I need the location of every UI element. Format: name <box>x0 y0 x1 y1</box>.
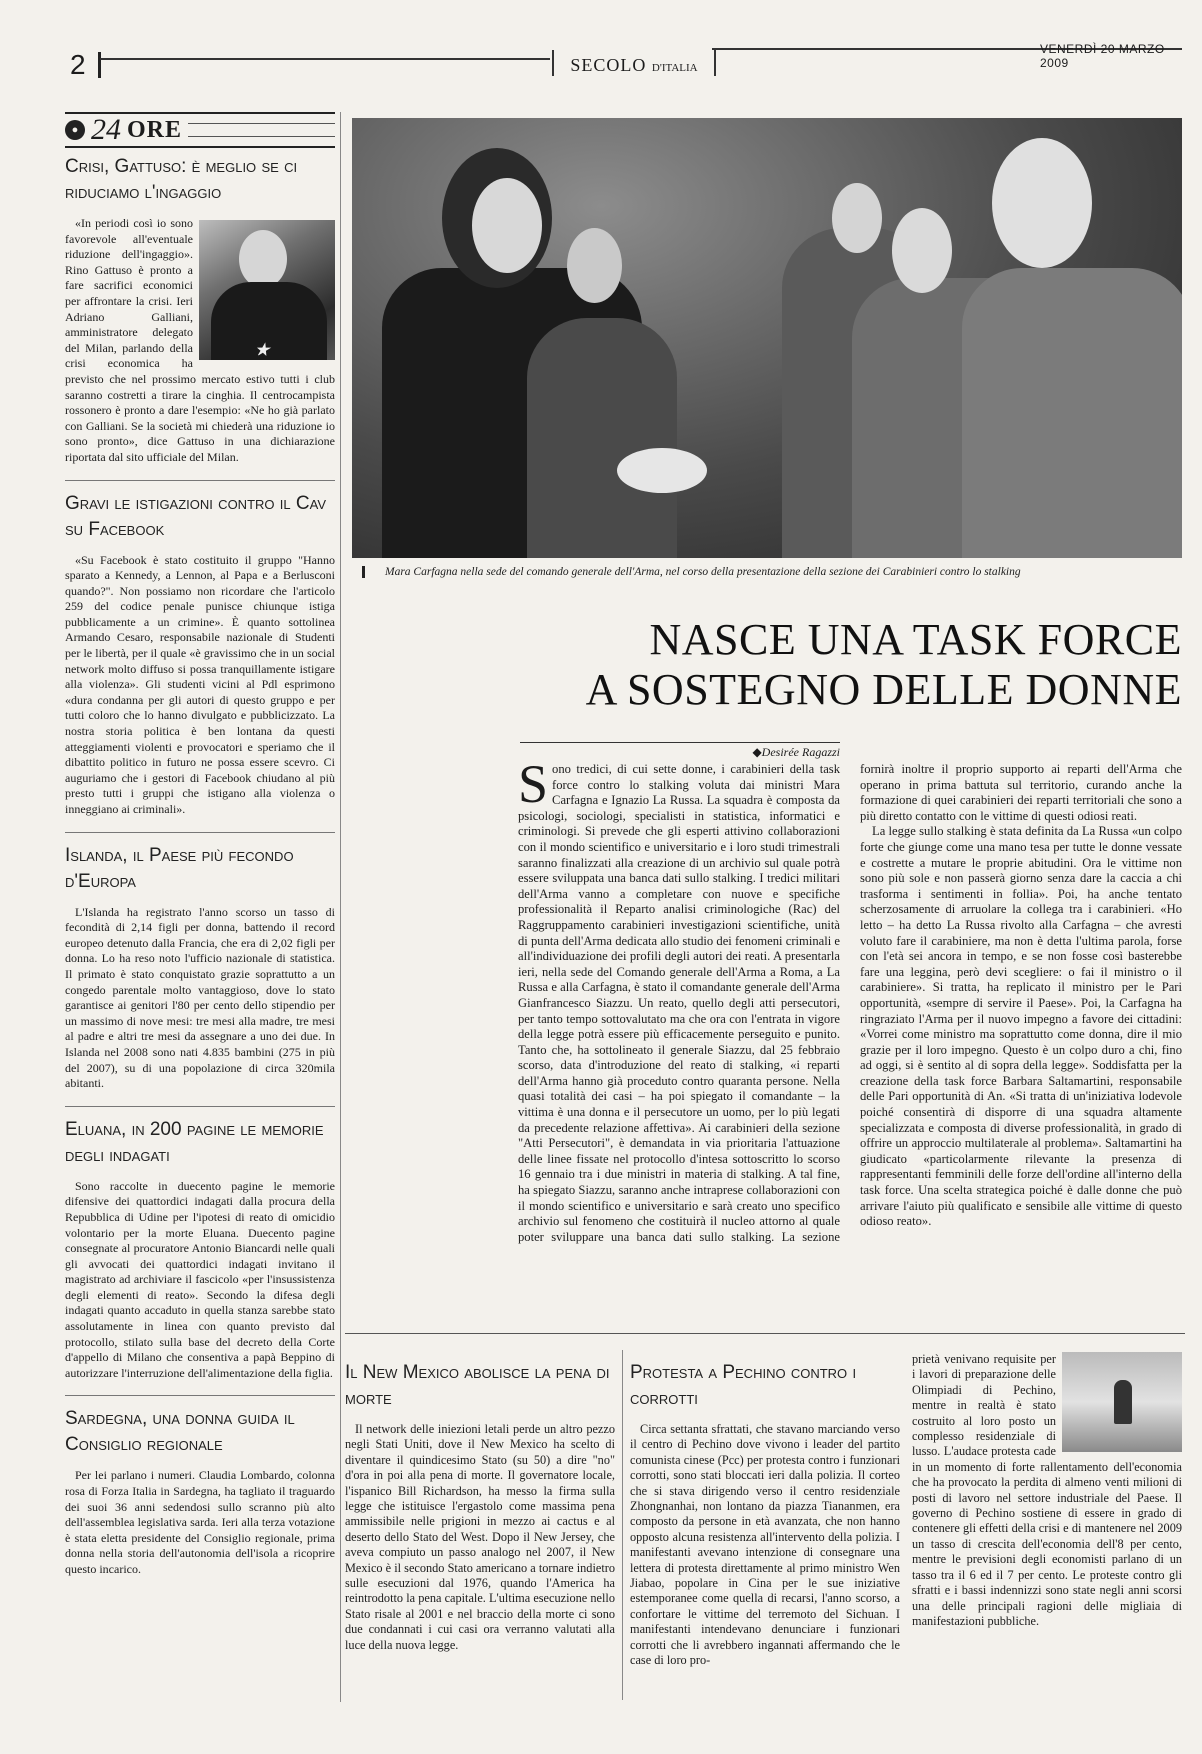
article-gattuso <box>65 216 335 466</box>
byline <box>520 742 840 760</box>
article-title-pechino: Protesta a Pechino contro i corrotti <box>630 1362 857 1409</box>
brand-text: ORE <box>127 116 183 143</box>
divider <box>65 1395 335 1396</box>
column-rule <box>622 1350 623 1700</box>
article-islanda <box>65 905 335 1092</box>
article-body: Sono raccolte in duecento pagine le memorie difensive dei quattordici indagati dalla procura della Repubblica di Udine per l'ipotesi di reato di omicidio volontario per la morte Eluana. Duecento pagine consegnate al procuratore Antonio Biancardi nelle quali gli avvocati dei quattordici indagati invitano il magistrato ad archiviare il fascicolo «per l'insussistenza degli elementi di reato». Secondo la difesa degli indagati quanto accaduto in quella stanza sarebbe stato assolutamente in linea con quanto previsto dal protocollo, stilato sulla base del decreto della Corte d'appello di Milano che consentiva a papà Beppino di autorizzare l'interruzione dell'alimentazione della figlia. <box>65 1178 335 1380</box>
newspaper-masthead <box>552 50 716 76</box>
article-title-sardegna: Sardegna, una donna guida il Consiglio regionale <box>65 1408 295 1456</box>
section-brand <box>65 112 335 148</box>
brand-rule <box>188 123 335 137</box>
author-name: ◆ Desirée Ragazzi <box>752 745 840 759</box>
divider <box>65 832 335 833</box>
main-photo <box>352 118 1182 558</box>
article-body: «In periodi così io sono favorevole all'eventuale riduzione dell'ingaggio». Rino Gattuso è pronto a fare sacrifici economici per affrontare la crisi. Ieri Adriano Galliani, amministratore delegato del Milan, parlando della crisi economica ha previsto che nel prossimo mercato estivo tutti i club saranno costretti a tirare la cinghia. Il centrocampista rossonero è pronto a dare l'esempio: «Ne ho già parlato con Galliani. Se la società mi chiederà una riduzione io sono pronto», dice Gattuso in una dichiarazione riportata dal sito ufficiale del Milan. <box>65 216 335 464</box>
divider <box>65 480 335 481</box>
main-paragraph: La legge sullo stalking è stata definita da La Russa «un colpo forte che giunge come una mano tesa per tutte le donne vessate e costrette a mutare le proprie abitudini. Ora le vittime non sono più sole e non passerà giorno senza dare la caccia a chi trasforma i sentimenti in follia». Poi, ha anche tentato scherzosamente di arruolare la collega tra i carabinieri. «Ho letto – ha detto La Russa rivolto alla Carfagna – che avresti voluto fare il carabiniere, ma non è detta l'ultima parola, forse con l'età sei ancora in tempo, e se non fosse così basterebbe fare una leggina, però devi scegliere: o fai il ministro o il carabiniere». Si tratta, ha replicato il ministro per le Pari opportunità, «sempre di servire il Paese». Poi, la Carfagna ha ringraziato l'Arma per il nuovo impegno a favore dei cittadini: «Vorrei come ministro ma soprattutto come donna, dire il mio grazie per il loro impegno. Questo è un colpo duro a chi, fino ad oggi, si è sentito al di sopra della legge». Soddisfatta per la creazione della task force Barbara Saltamartini, responsabile delle Pari opportunità di An. «Si tratta di un'iniziativa lodevole poiché consentirà di disporre di una squadra altamente specializzata e composta di diverse professionalità, in grado di offrire un approccio multilaterale al problema». Saltamartini ha giudicato «particolarmente rilevante la presenza di rappresentanti femminili delle forze dell'ordine all'interno della task force. Una scelta strategica poiché è dalle donne che può arrivare l'aiuto più qualificato e sensibile alle vittime di questo odioso reato». <box>860 824 1182 1229</box>
article-newmexico <box>345 1360 615 1667</box>
masthead-rule-left <box>100 58 550 60</box>
article-facebook <box>65 553 335 818</box>
column-rule <box>340 112 341 1702</box>
main-headline <box>515 615 1182 715</box>
article-body: Il network delle iniezioni letali perde un altro pezzo negli Stati Uniti, dove il New Mexico ha scelto di diventare il quindicesimo Stato (su 50) a dire "no" d'ora in poi alla pena di morte. Il governatore locale, l'ispanico Bill Richardson, ha messo la firma sulla legge che istituisce l'ergastolo come massima pena ammissibile nelle prigioni in mezzo ai cactus e al deserto dello Stato del West. Dopo il New Jersey, che aveva compiuto un passo analogo nel 2007, il New Mexico è il secondo Stato americano a tornare indietro sulle esecuzioni dal 1976, quando l'America ha reintrodotto la pena capitale. L'ultima esecuzione nello Stato risale al 2001 e nel braccio della morte ci sono due condannati i cui casi ora verranno valutati alla luce della nuova legge. <box>345 1422 615 1652</box>
article-body: L'Islanda ha registrato l'anno scorso un tasso di fecondità di 2,14 figli per donna, battendo il record europeo detenuto dalla Francia, che era di 2,02 figli per donna. Lo ha reso noto l'ufficio nazionale di statistica. Il primato è stato conquistato grazie soprattutto a un congedo parentale molto vantaggioso, dove lo stato garantisce ai genitori l'80 per cento dello stipendio per un massimo di nove mesi: tre mesi alla madre, tre mesi al padre e altri tre mesi da assegnare a uno dei due. In Islanda nel 2008 sono nati 4.835 bambini (275 in più del 2007), su di una popolazione di circa 320mila abitanti. <box>65 904 335 1091</box>
jersey-sponsor-mark: ★ <box>255 342 270 359</box>
article-title-gattuso: Crisi, Gattuso: è meglio se ci riduciamo l'ingaggio <box>65 156 298 203</box>
divider <box>65 1106 335 1107</box>
article-title-eluana: Eluana, in 200 pagine le memorie degli indagati <box>65 1118 324 1166</box>
main-paragraph: Sono tredici, di cui sette donne, i carabinieri della task force contro lo stalking voluta dai ministri Mara Carfagna e Ignazio La Russa. La squadra è composta da psicologi, sociologi, specialisti in statistica, informatici e criminologi. Si prevede che gli esperti attivino collaborazioni con il mondo scientifico e universitario e i loro studi trimestrali saranno finalizzati alla creazione di un archivio sul quale potrà essere sviluppata una banca dati sullo stalking. I tredici militari dell'Arma vanno a completare con nuove e specifiche professionalità il Reparto analisi criminologiche (Rac) del Raggruppamento carabinieri investigazioni scientifiche, unità di punta dell'Arma dedicata allo studio dei fenomeni criminali e all'individuazione dei profili degli autori dei reati. A presentarla ieri, nella sede del Comando generale dell'Arma a Roma, a La Russa e alla Carfagna, è stato il comandante generale dell'Arma Gianfrancesco Siazzu. Un reato, quello degli atti persecutori, per tanto tempo sottovalutato ma che ora con l'entrata in vigore della legge potrà essere più efficacemente perseguito e punito. Tanto che, ha sottolineato il generale Siazzu, dal 25 febbraio scorso, data d'introduzione del reato di stalking, «i reparti dell'Arma hanno già proceduto contro quaranta persone. Nella quasi totalità dei casi – ha poi spiegato il comandante – la vittima è una donna e il persecutore un uomo, per lo più legati da precedente relazione affettiva». Ai carabinieri della sezione "Atti Persecutori", è demandata in via prioritaria l'attuazione delle linee fissate nel protocollo d'intesa sottoscritto lo scorso 16 gennaio tra i due ministri in materia di stalking. A tal fine, ha spiegato Siazzu, saranno anche intraprese collaborazioni con il mondo scientifico e universitario e sarà creato uno specifico archivio sul fenomeno che costituirà il nucleo attorno al quale poter sviluppare una banca dati sullo stalking. La sezione fornirà inoltre il proprio supporto ai reparti dell'Arma che operano in prima battuta sul territorio, curando anche la formazione di quei carabinieri dei reparti territoriali che sono a più diretto contatto con le vittime di questi odiosi reati. <box>518 754 1182 1244</box>
section-rule <box>345 1333 1185 1334</box>
article-sardegna <box>65 1468 335 1577</box>
page-number: 2 <box>70 52 101 78</box>
article-title-islanda: Islanda, il Paese più fecondo d'Europa <box>65 844 294 892</box>
brand-number: 24 <box>91 113 121 146</box>
newspaper-name: SECOLO <box>570 55 647 75</box>
article-body: Circa settanta sfrattati, che stavano marciando verso il centro di Pechino dove vivono i leader del partito comunista cinese (Pcc) per protesta contro i funzionari corrotti, sono stati bloccati ieri dalla polizia. Il corteo che si stava dirigendo verso il centro residenziale Zhongnanhai, non lontano da piazza Tiananmen, era composto da persone in età avanzata, che non hanno opposto alcuna resistenza all'intervento della polizia. I manifestanti avevano intenzione di consegnare una lettera di protesta direttamente al primo ministro Wen Jiabao, popolare in Cina per le sue iniziative estemporanee come quella di recarsi, l'anno scorso, a confortare le vittime del terremoto del Sichuan. I manifestanti intendevano denunciare i funzionari corrotti che li avrebbero ingannati affermando che le case di loro pro- <box>630 1422 900 1668</box>
headline-line-2: A SOSTEGNO DELLE DONNE <box>585 665 1182 714</box>
article-pechino <box>630 1360 900 1683</box>
headline-line-1: NASCE UNA TASK FORCE <box>649 615 1182 664</box>
photo-caption: Mara Carfagna nella sede del comando generale dell'Arma, nel corso della presentazione della sezione dei Carabinieri contro lo stalking <box>362 566 1202 578</box>
article-body: prietà venivano requisite per i lavori di preparazione delle Olimpiadi di Pechino, mentre in realtà è stato costruito al loro posto un complesso residenziale di lusso. L'audace protesta cade in un momento di forte rallentamento dell'economia che ha provocato la perdita di almeno venti milioni di posti di lavoro nel settore industriale del Paese. Il governo di Pechino sostiene di essere in grado di contenere gli effetti della crisi e di mantenere nel 2009 un tasso di crescita dell'economia dell'8 per cento, mentre le previsioni degli economisti parlano di un tasso tra il 6 ed il 7 per cento. Le proteste contro gli sfratti e i bassi indennizzi sono state negli anni scorsi una delle principali ragioni delle migliaia di manifestazioni pubbliche. <box>912 1352 1182 1628</box>
guard-photo <box>1062 1352 1182 1452</box>
globe-icon: ● <box>65 120 85 140</box>
news-sidebar <box>65 112 335 1592</box>
article-body: «Su Facebook è stato costituito il gruppo "Hanno sparato a Kennedy, a Lennon, al Papa e a Berlusconi quando?". Non possiamo non ricordare che l'articolo 259 del codice penale punisce chiunque istiga pubblicamente a un crimine». È quanto sottolinea Armando Cesaro, responsabile nazionale di Studenti per le libertà, per il quale «è gravissimo che in un social network molto diffuso si possa tranquillamente istigare alla violenza». Gli studenti vicini al Pdl esprimono «dura condanna per gli autori di questo gruppo e per tutti coloro che lo hanno divulgato e pubblicizzato. La nostra storia politica è ben lontana da questi atteggiamenti violenti e provocatori e speriamo che il dibattito politico in futuro ne possa essere scevro. Ci auguriamo che i gestori di Facebook chiudano al più presto tutti i gruppi che istigano alla violenza o inneggiano ai criminali». <box>65 552 335 816</box>
article-title-facebook: Gravi le istigazioni contro il Cav su Facebook <box>65 492 327 540</box>
article-pechino-continued <box>912 1352 1182 1643</box>
article-title-newmexico: Il New Mexico abolisce la pena di morte <box>345 1362 610 1409</box>
newspaper-name-suffix: D'ITALIA <box>651 62 698 74</box>
article-eluana <box>65 1179 335 1382</box>
issue-date: VENERDÌ 20 MARZO 2009 <box>1040 42 1165 70</box>
gattuso-photo <box>199 220 335 360</box>
article-body: Per lei parlano i numeri. Claudia Lombardo, colonna rosa di Forza Italia in Sardegna, ha tagliato il traguardo dei suoi 36 anni sedendosi sullo scranno più alto dell'assemblea legislativa sarda. Ieri alla terza votazione è stata eletta presidente del Consiglio regionale, prima donna nella storia dell'autonomia dell'isola a ricoprire questo incarico. <box>65 1468 335 1576</box>
main-article-body <box>518 754 1182 1302</box>
